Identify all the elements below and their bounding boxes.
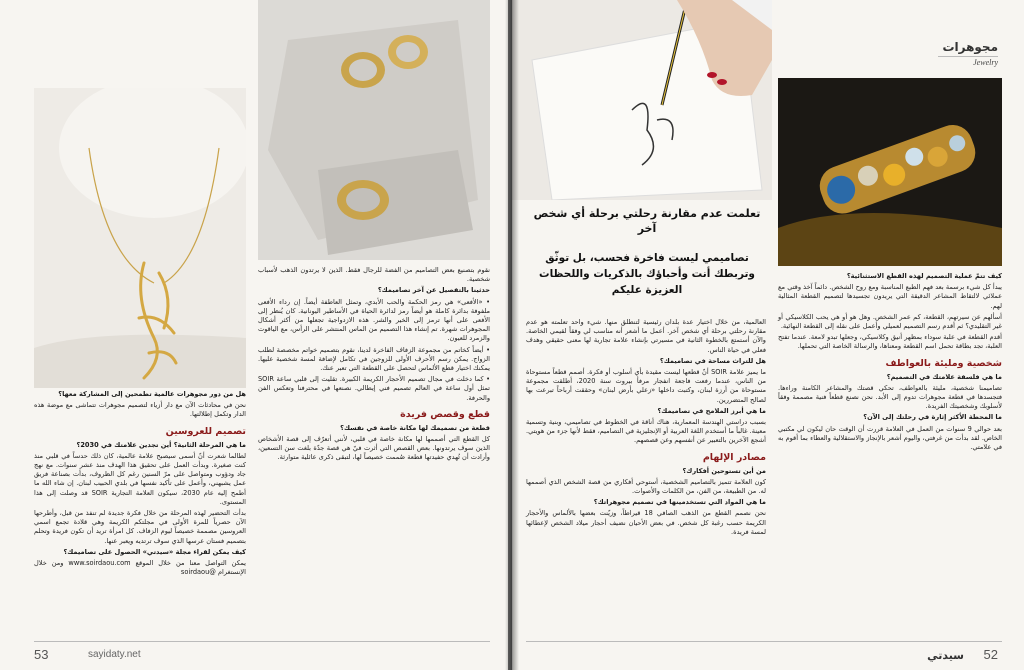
question: ما هي فلسفة علامتك في التصميم؟ xyxy=(886,372,1002,381)
question: قطعة من تصميمك لها مكانة خاصة في نفسك؟ xyxy=(340,423,490,432)
section-heading: مصادر الإلهام xyxy=(702,451,766,463)
sketch-illustration xyxy=(512,0,772,200)
question: ما هي المواد التي تستخدمينها في تصميم مجوهراتك؟ xyxy=(593,498,766,507)
paragraph: بسبب دراستي الهندسة المعمارية، هناك أناقة في الخطوط في تصاميمي، وبنية وتسمية معينة. غالباً ما أستخدم اللغة العربية أو الإنجليزية في التصاميم، فقط لأنها جزء من هويتي. أشجع الآخرين بالتعبير عن أنفسهم وعن قصصهم. xyxy=(526,418,766,445)
pull-quote: تصاميمي ليست فاخرة فحسب، بل توثّق وتربطك أنت وأحباؤك بالذكريات واللحظات العزيزة عليكم xyxy=(539,252,755,296)
paragraph: أسألهم عن سيرتهم، القطعة، كم عمر الشخص. وهل هو أو هي يحب الكلاسيكي أو غير التقليدي؟ ثم أقدم رسم التصميم لعميلي وأعمل على نقله إلى القطعة النهائية. xyxy=(778,312,1002,331)
footer-rule xyxy=(526,641,1002,642)
paragraph: يمكن التواصل معنا من خلال الموقع www.soirdaou.com ومن خلال الإنستغرام @soirdaou xyxy=(34,559,246,577)
question: من أين تستوحين أفكارك؟ xyxy=(682,466,766,475)
question: كيف يمكن لقراء مجلة «سيدتي» الحصول على تصاميمك؟ xyxy=(63,547,246,556)
paragraph: بعد حوالي 9 سنوات من العمل في العلامة قررت أن الوقت حان ليكون لي مكتبي الخاص. لقد بدأت من غرفتي، واليوم أشعر بالإنجاز والاستقلالية والعطاء بما أقوم به في علامتي. xyxy=(778,424,1002,452)
paragraph: • «الأفعى» هي رمز الحكمة والحب الأبدي، وتمثل العاطفة أيضاً. إن رداء الأفعى ملفوفة بدائرة كاملة هو أيضاً رمز لدائرة الحياة في الأساطير اليونانية. كان يُنظر إلى الأفعى على أنها ترمز إلى الخير والشر. هذه الازدواجية تجعلها من أكثر أشكال المجوهرات شهرة. تم إنشاء هذا التصميم من الماس المنتشر على الرأس، مع الياقوت والزمرد للعيون. xyxy=(258,297,490,343)
question: هل للتراث مساحة في تصاميمك؟ xyxy=(659,356,766,365)
paragraph: يبدأ كل شيء برسمة بعد فهم الطبع المناسبة ومع روح الشخص. دائماً آخذ وقتي مع عملائي لالتقاط المشاعر الدقيقة التي يريدون تجسيدها لتصميم القطعة المثالية لهم. xyxy=(778,283,1002,310)
paragraph: بدأت التحضير لهذه المرحلة من خلال فكرة جديدة لم تنفذ من قبل، وأطرحها الآن حصرياً للمرة الأولى في مجلتكم الكريمة وهي قلادة تجمع اسمي العروسين مصممة خصيصاً ليوم الزفاف. كل امرأة تريد أن تكون فريدة وتحلم بتصميم فستان عرسها الذي سوف ترتديه ويعبر عنها. xyxy=(34,509,246,545)
question: ما المحطة الأكثر إثارة في رحلتك إلى الآن؟ xyxy=(863,413,1002,422)
paragraph: نقوم بتصنيع بعض التصاميم من الفضة للرجال فقط. الذين لا يرتدون الذهب لأسباب شخصية. xyxy=(258,266,490,284)
website-label: sayidaty.net xyxy=(88,649,141,660)
section-heading: تصميم للعروسين xyxy=(165,425,246,437)
left-page-column-1 xyxy=(34,390,246,579)
rings-photo xyxy=(258,0,490,260)
page-53 xyxy=(0,0,508,670)
necklace-illustration xyxy=(34,88,246,388)
question: حدثينا بالتفصيل عن آخر تصاميمك؟ xyxy=(377,286,490,295)
right-page-column-right xyxy=(778,272,1002,454)
section-rule xyxy=(938,56,998,57)
section-title: مجوهرات xyxy=(942,40,998,54)
paragraph: كل القطع التي أصممها لها مكانة خاصة في قلبي، لأنني أتعرّف إلى قصة الأشخاص الذين سوف يرتدونها. بعض القصص التي أثرت فيّ هي قصة جدّة بلغت سن التسعين، وأرادت أن تُهدي حفيدتها قطعة صُممت خصيصاً لها، لتبقى ذكرى عائلية متوارثة. xyxy=(258,435,490,462)
paragraph: لطالما شعرت أنّ أسمى سيصبح علامة عالمية، كان ذلك حدساً في قلبي منذ كنت صغيرة. وبدأت العمل على تحقيق هذا الهدف منذ عشر سنوات. مع نهج جاد ودؤوب ومتواصل على مرّ السنين رغم كل الظروف، بدأت بصناعة فريق عمل يشبهني، وأعمل على تأكيد نفسها في بلدي الحبيب لبنان. إن شاء الله ما أطمح إليه عام 2030، سيكون العلامة التجارية SOIR قد وصلت إلى هذا المستوى. xyxy=(34,451,247,506)
brooch-illustration xyxy=(778,78,1002,266)
magazine-name: سيدتي xyxy=(927,649,964,662)
question: كيف تتمّ عملية التصميم لهذه القطع الاستثنائية؟ xyxy=(846,272,1002,280)
question: ما هي أبرز الملامح في تصاميمك؟ xyxy=(657,406,766,415)
paragraph: كون العلامة تتميز بالتصاميم الشخصية، أستوحي أفكاري من قصة الشخص الذي أصممها له. من الطبيعة، من الفن، من الكلمات والأصوات. xyxy=(526,477,766,496)
right-page-column-main xyxy=(526,318,766,539)
sketch-photo xyxy=(512,0,772,200)
paragraph: • كما دخلت في مجال تصميم الأحجار الكريمة الكبيرة. تقليت إلى قلبي ساعة SOIR تمثل أول ساعة في العالم تصميم فني إيطالي. نصنعها في محترفنا وتعكس الفن والحرفة. xyxy=(258,375,490,402)
subtitle-quote: تعلمت عدم مقارنة رحلتي برحلة أي شخص آخر xyxy=(533,207,761,235)
paragraph: نحن نصمم القطع من الذهب الصافي 18 قيراطاً، وزيّنت بعضها بالألماس والأحجار الكريمة حسب رغبة كل شخص. في بعض الأحيان نضيف أحجار ميلاد الشخص لإعطائها لمسة فريدة. xyxy=(526,509,767,536)
page-number: 52 xyxy=(983,647,998,662)
section-heading: قطع وقصص فريدة xyxy=(400,408,490,420)
page-52 xyxy=(512,0,1024,670)
footer-rule xyxy=(34,641,490,642)
paragraph: ما يميز علامة SOIR أنّ قطعها ليست مقيدة بأي أسلوب أو فكرة. أصمم قطعاً مستوحاة من الناس، عندما رفعت فاجعة انفجار مرفأ بيروت سنة 2020، أطلقت مجموعة مستوحاة من أرزة لبنان، وكتبت داخلها «زعلي بأرض لبنان» وحققت أرباحاً تبرعت بها لصالح المتضررين. xyxy=(526,368,766,404)
spread-gutter xyxy=(505,0,519,670)
paragraph: العالمية، من خلال اختيار عدة بلدان رئيسية لتنطلق منها. شيء واحد تعلمته هو عدم مقارنة رحلتي برحلة أي شخص آخر. أعمل ما أشعر أنه مناسب لي وفقاً لقيمي الخاصة. والآن أستمتع بالخطوة الثانية في مسيرتي بإنشاء علامة تجارية لها معنى حقيقي وهدف فعلي في حياة الناس. xyxy=(526,318,766,354)
page-number: 53 xyxy=(34,647,49,662)
paragraph: تصاميمنا شخصية، مليئة بالعواطف، تحكي قصتك والمشاعر الكامنة وراءها. فتجسدها في قطعة مجوهرات تدوم إلى الأبد. نحن نصنع قطعاً فنية مصممة وفقاً لأسلوبك وشخصيتك الفريدة. xyxy=(778,383,1002,411)
brooch-photo xyxy=(778,78,1002,266)
question: ما هي المرحلة الثانية؟ أين تجدين علامتك في 2030؟ xyxy=(76,440,246,449)
section-subtitle: Jewelry xyxy=(973,58,998,67)
rings-illustration xyxy=(258,0,490,260)
paragraph: نحن في محادثات الآن مع دار أزياء لتصميم مجوهرات تتماشى مع موضة هذه الدار وتكمل إطلالتها. xyxy=(34,401,246,419)
necklace-photo xyxy=(34,88,246,388)
section-heading: شخصية ومليئة بالعواطف xyxy=(885,357,1002,369)
paragraph: أقدم القطعة في علبة سوداء بمظهر أنيق وكلاسيكي، وجعلها تبدو لامعة. عندما تفتح العلبة، تجد بطاقة تحمل اسم القطعة ومعناها، والرسالة الخاصة التي تحملها. xyxy=(778,333,1002,351)
paragraph: • أيضاً كخاتم من مجموعة الزفاف الفاخرة لدينا، نقوم بتصميم خواتم مخصصة لطلب الزواج. يمكن رسم الأحرف الأولى للزوجين في تكامل لإضافة لمسة شخصية عليها. يمكنك اختيار قطع الألماس لتحصل على القطعة التي تعبر عنك. xyxy=(258,345,490,373)
question: هل من دور مجوهرات عالمية تطمحين إلى المشاركة معها؟ xyxy=(58,390,246,398)
left-page-column-2 xyxy=(258,266,490,465)
